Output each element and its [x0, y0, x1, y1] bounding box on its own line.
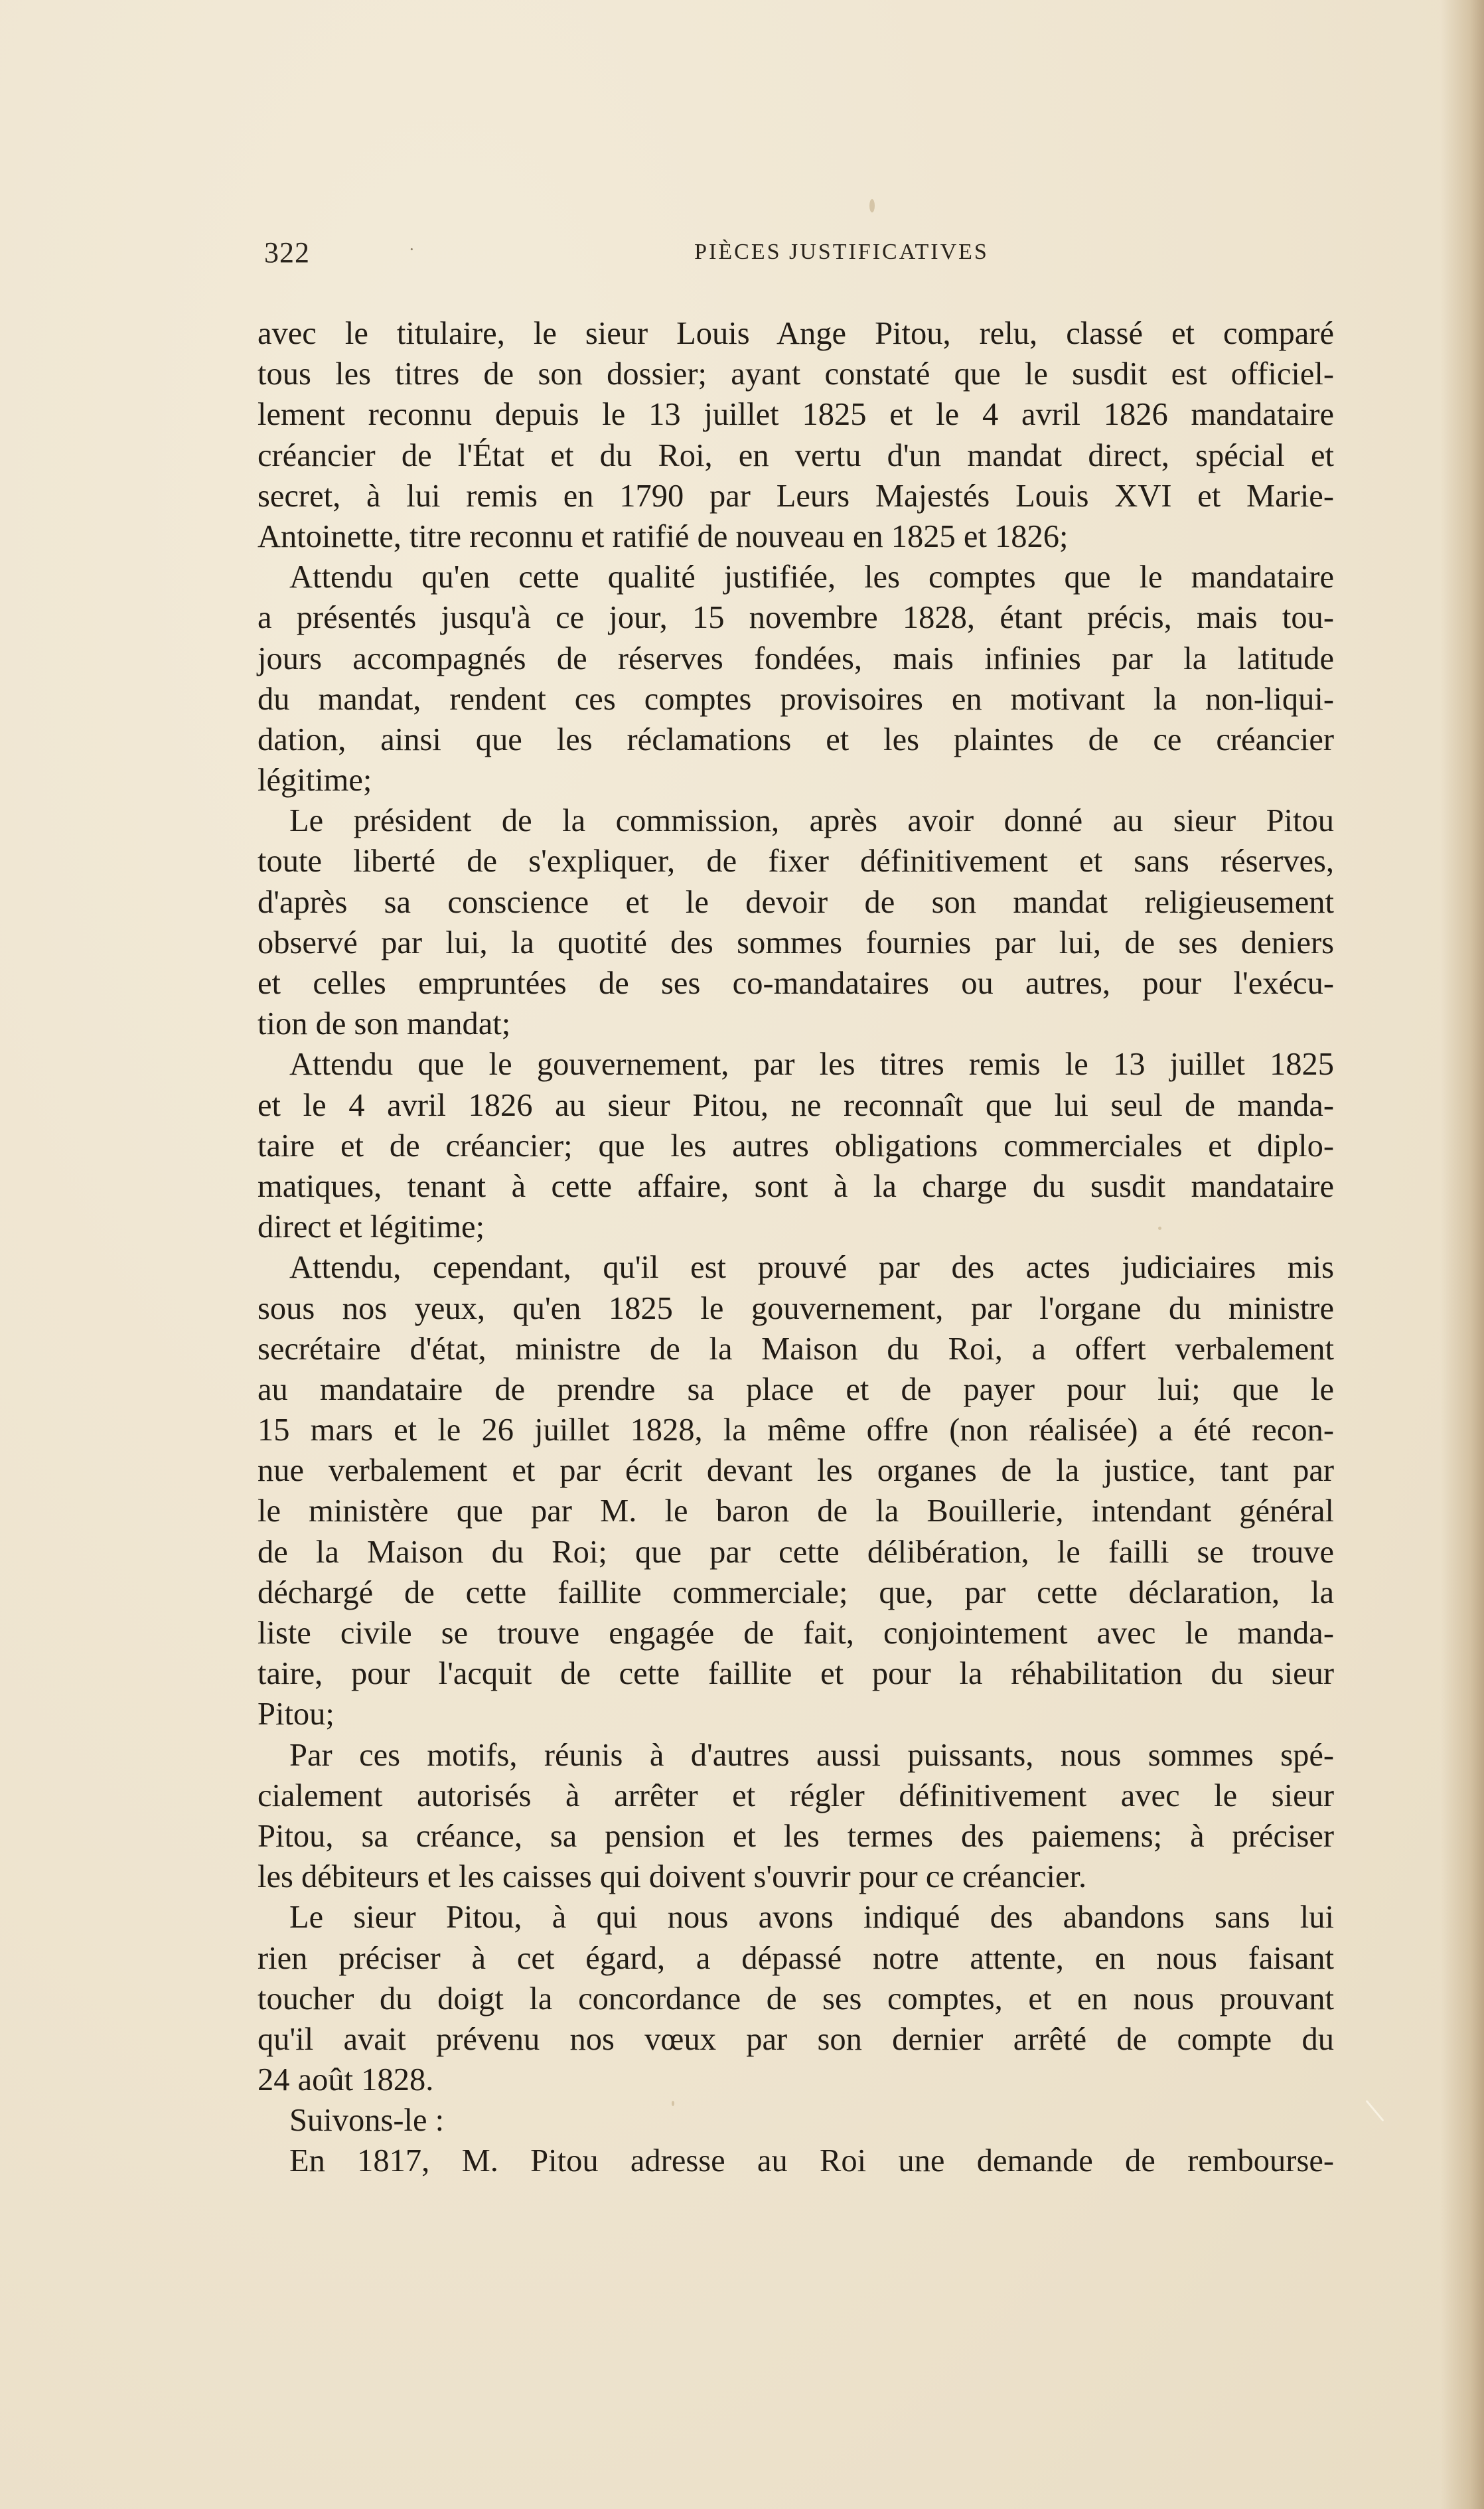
text-line: avec le titulaire, le sieur Louis Ange Pitou, relu, classé et comparé	[258, 316, 1334, 351]
page-number: 322	[264, 236, 310, 269]
body-text	[258, 313, 1334, 2182]
paper-speck	[672, 2101, 674, 2106]
text-line: et celles empruntées de ses co-mandataires ou autres, pour l'exécu-	[258, 966, 1334, 1001]
running-head	[264, 236, 1339, 275]
paragraph	[258, 2141, 1334, 2181]
paragraph	[258, 800, 1334, 1044]
text-line: déchargé de cette faillite commerciale; que, par cette déclaration, la	[258, 1574, 1334, 1610]
paragraph	[258, 313, 1334, 557]
text-line: Le sieur Pitou, à qui nous avons indiqué des abandons sans lui	[289, 1900, 1334, 1936]
text-line: légitime;	[258, 763, 372, 798]
text-line: Antoinette, titre reconnu et ratifié de nouveau en 1825 et 1826;	[258, 518, 1069, 554]
paragraph	[258, 1735, 1334, 1898]
paragraph	[258, 1897, 1334, 2100]
text-line: créancier de l'État et du Roi, en vertu d'un mandat direct, spécial et	[258, 437, 1334, 473]
text-line: qu'il avait prévenu nos vœux par son dernier arrêté de compte du	[258, 2021, 1334, 2057]
text-line: sous nos yeux, qu'en 1825 le gouvernement, par l'organe du ministre	[258, 1290, 1334, 1326]
running-title: PIÈCES JUSTIFICATIVES	[694, 240, 989, 264]
text-line: au mandataire de prendre sa place et de payer pour lui; que le	[258, 1371, 1334, 1407]
text-line: Suivons-le :	[289, 2103, 445, 2139]
text-line: rien préciser à cet égard, a dépassé notre attente, en nous faisant	[258, 1940, 1334, 1976]
text-line: Le président de la commission, après avoir donné au sieur Pitou	[289, 803, 1334, 839]
text-line: 24 août 1828.	[258, 2062, 434, 2098]
text-line: Pitou;	[258, 1697, 334, 1732]
text-line: cialement autorisés à arrêter et régler définitivement avec le sieur	[258, 1778, 1334, 1813]
text-line: dation, ainsi que les réclamations et les plaintes de ce créancier	[258, 722, 1334, 757]
text-line: Attendu, cependant, qu'il est prouvé par des actes judiciaires mis	[289, 1250, 1334, 1286]
text-line: nue verbalement et par écrit devant les organes de la justice, tant par	[258, 1453, 1334, 1489]
paragraph	[258, 1044, 1334, 1247]
text-line: d'après sa conscience et le devoir de son mandat religieusement	[258, 884, 1334, 920]
text-line: tous les titres de son dossier; ayant constaté que le susdit est officiel-	[258, 356, 1334, 392]
text-line: toucher du doigt la concordance de ses comptes, et en nous prouvant	[258, 1981, 1334, 2016]
paragraph	[258, 1247, 1334, 1734]
text-line: les débiteurs et les caisses qui doivent s'ouvrir pour ce créancier.	[258, 1859, 1087, 1895]
text-line: En 1817, M. Pitou adresse au Roi une demande de rembourse-	[289, 2143, 1334, 2179]
text-line: le ministère que par M. le baron de la Bouillerie, intendant général	[258, 1493, 1334, 1529]
paper-speck	[869, 199, 875, 212]
text-line: de la Maison du Roi; que par cette délibération, le failli se trouve	[258, 1534, 1334, 1570]
text-line: a présentés jusqu'à ce jour, 15 novembre 1828, étant précis, mais tou-	[258, 600, 1334, 636]
paper-speck	[1365, 2100, 1384, 2122]
paper-speck	[1158, 1227, 1161, 1230]
text-line: secrétaire d'état, ministre de la Maison du Roi, a offert verbalement	[258, 1331, 1334, 1367]
text-line: Pitou, sa créance, sa pension et les termes des paiemens; à préciser	[258, 1818, 1334, 1854]
header-ornament-dot: ·	[409, 240, 415, 259]
text-line: 15 mars et le 26 juillet 1828, la même offre (non réalisée) a été recon-	[258, 1412, 1334, 1448]
text-line: taire, pour l'acquit de cette faillite et pour la réhabilitation du sieur	[258, 1656, 1334, 1692]
text-line: tion de son mandat;	[258, 1006, 511, 1042]
text-line: du mandat, rendent ces comptes provisoires en motivant la non-liqui-	[258, 681, 1334, 717]
text-line: Par ces motifs, réunis à d'autres aussi puissants, nous sommes spé-	[289, 1737, 1334, 1773]
text-line: taire et de créancier; que les autres obligations commerciales et diplo-	[258, 1128, 1334, 1164]
text-line: Attendu que le gouvernement, par les titres remis le 13 juillet 1825	[289, 1047, 1334, 1083]
text-line: et le 4 avril 1826 au sieur Pitou, ne reconnaît que lui seul de manda-	[258, 1087, 1334, 1123]
text-line: matiques, tenant à cette affaire, sont à la charge du susdit mandataire	[258, 1168, 1334, 1204]
paragraph	[258, 557, 1334, 800]
text-line: Attendu qu'en cette qualité justifiée, les comptes que le mandataire	[289, 560, 1334, 595]
text-line: secret, à lui remis en 1790 par Leurs Majestés Louis XVI et Marie-	[258, 478, 1334, 514]
text-line: jours accompagnés de réserves fondées, mais infinies par la latitude	[258, 641, 1334, 676]
text-line: direct et légitime;	[258, 1209, 485, 1245]
text-line: lement reconnu depuis le 13 juillet 1825 et le 4 avril 1826 mandataire	[258, 397, 1334, 433]
text-line: liste civile se trouve engagée de fait, conjointement avec le manda-	[258, 1616, 1334, 1651]
text-line: toute liberté de s'expliquer, de fixer définitivement et sans réserves,	[258, 844, 1334, 879]
paragraph	[258, 2100, 1334, 2141]
text-line: observé par lui, la quotité des sommes fournies par lui, de ses deniers	[258, 925, 1334, 960]
